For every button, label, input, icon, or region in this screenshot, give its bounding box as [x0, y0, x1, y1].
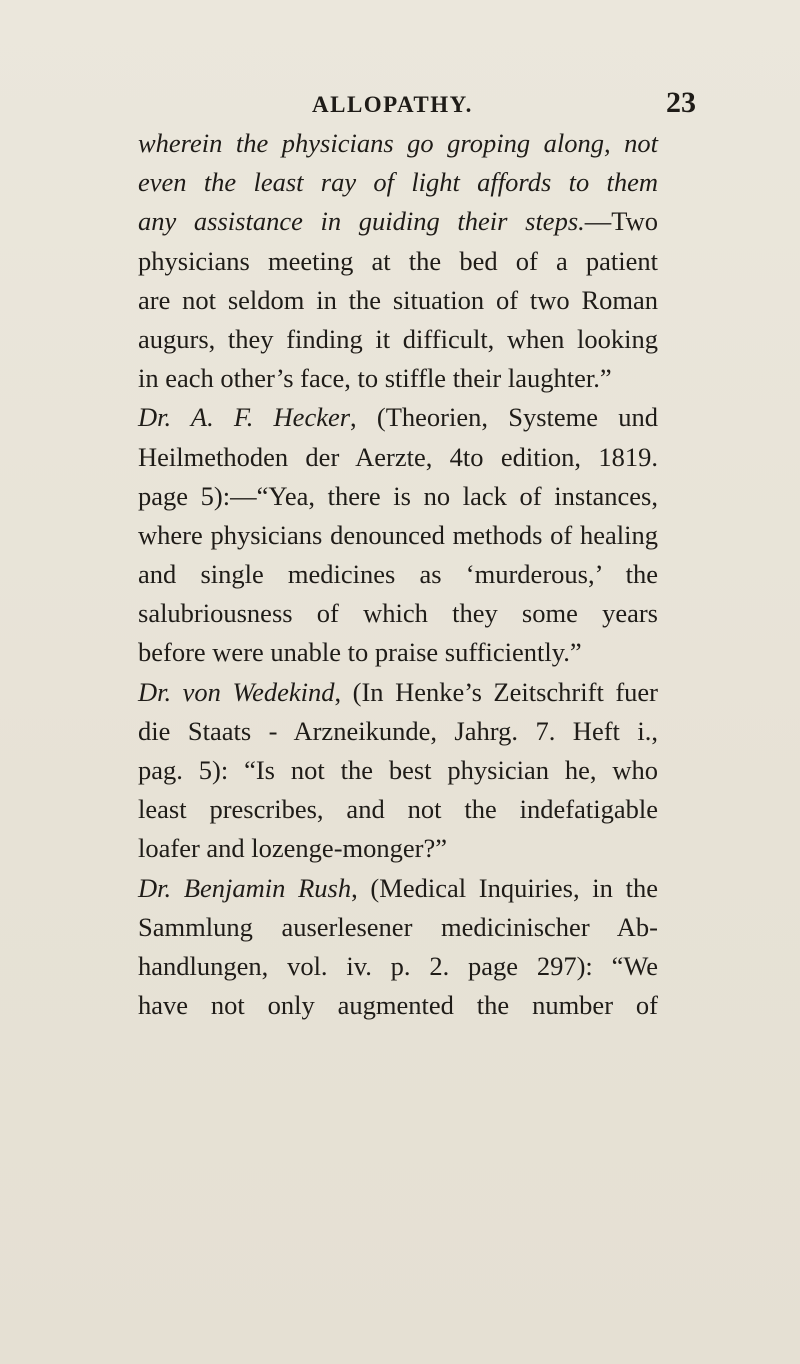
running-title: ALLOPATHY. — [312, 92, 473, 117]
text-run: in each other’s face, to stiffle their laughter.” — [138, 363, 612, 394]
running-head — [0, 86, 800, 126]
body-text — [138, 124, 658, 1025]
italic-text: even the least ray of light affords to them — [138, 167, 658, 198]
text-line — [138, 594, 658, 633]
text-line — [138, 555, 658, 594]
text-run: loafer and lozenge-monger?” — [138, 833, 447, 864]
text-run: augurs, they finding it difficult, when looking — [138, 323, 658, 354]
text-run: pag. 5): “Is not the best physician he, who — [138, 755, 658, 785]
text-run: have not only augmented the number of — [138, 990, 658, 1021]
text-line — [138, 712, 658, 751]
text-run: and single medicines as ‘murderous,’ the — [138, 559, 658, 590]
text-run: —Two — [584, 206, 658, 237]
text-line — [138, 790, 658, 829]
text-line — [138, 633, 658, 672]
text-line — [138, 986, 658, 1025]
text-run: , (Theorien, Systeme und — [350, 402, 658, 433]
text-line — [138, 438, 658, 477]
text-run: Sammlung auserlesener medicinischer Ab- — [138, 911, 658, 942]
text-line — [138, 516, 658, 555]
text-run: , (Medical Inquiries, in the — [351, 872, 658, 903]
text-line — [138, 751, 658, 790]
text-line — [138, 124, 658, 163]
text-run: handlungen, vol. iv. p. 2. page 297): “We — [138, 950, 658, 981]
text-run: least prescribes, and not the indefatigable — [138, 794, 658, 825]
text-line — [138, 320, 658, 359]
text-line — [138, 398, 658, 437]
text-run: before were unable to praise sufficiently.” — [138, 637, 582, 668]
text-line — [138, 908, 658, 947]
italic-text: Dr. von Wedekind — [138, 676, 335, 707]
text-line — [138, 281, 658, 320]
text-run: physicians meeting at the bed of a patient — [138, 245, 658, 276]
text-line — [138, 947, 658, 986]
text-run: where physicians denounced methods of healing — [138, 519, 658, 550]
italic-text: Dr. A. F. Hecker — [138, 402, 351, 433]
text-run: are not seldom in the situation of two Roman — [138, 284, 658, 315]
italic-text: any assistance in guiding their steps. — [138, 206, 585, 237]
text-line — [138, 673, 658, 712]
text-line — [138, 359, 658, 398]
text-line — [138, 242, 658, 281]
text-run: die Staats - Arzneikunde, Jahrg. 7. Heft i., — [138, 715, 658, 746]
italic-text: Dr. Benjamin Rush — [138, 872, 352, 903]
text-line — [138, 202, 658, 241]
text-line — [138, 163, 658, 202]
text-line — [138, 477, 658, 516]
text-line — [138, 829, 658, 868]
page-number: 23 — [666, 86, 696, 119]
text-run: salubriousness of which they some years — [138, 598, 658, 629]
text-run: page 5):—“Yea, there is no lack of instances, — [138, 480, 658, 511]
text-line — [138, 869, 658, 908]
text-run: , (In Henke’s Zeitschrift fuer — [334, 676, 658, 707]
italic-text: wherein the physicians go groping along, not — [138, 128, 658, 158]
text-run: Heilmethoden der Aerzte, 4to edition, 1819. — [138, 441, 658, 472]
